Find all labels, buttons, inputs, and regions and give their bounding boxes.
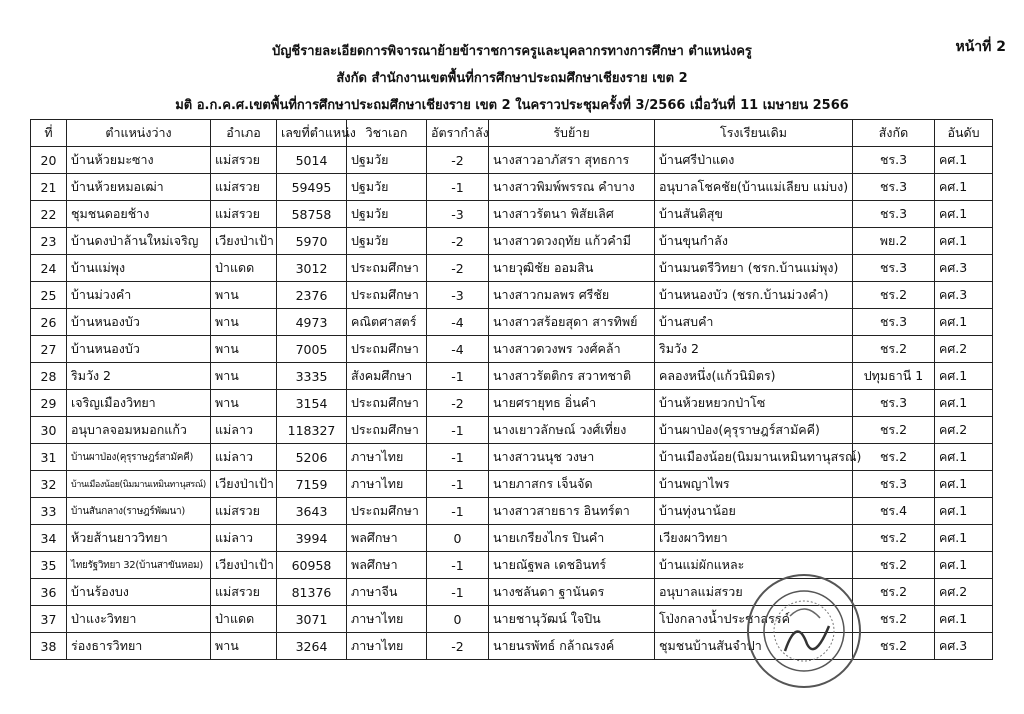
cell-vacant-position-school: ห้วยส้านยาววิทยา bbox=[67, 525, 211, 552]
cell-staff-rate: -2 bbox=[427, 633, 489, 660]
cell-position-number: 5970 bbox=[277, 228, 347, 255]
cell-position-number: 4973 bbox=[277, 309, 347, 336]
cell-origin-school: ริมวัง 2 bbox=[655, 336, 853, 363]
cell-vacant-position-school: บ้านแม่พุง bbox=[67, 255, 211, 282]
cell-affiliation: ชร.3 bbox=[853, 147, 935, 174]
table-body bbox=[31, 147, 993, 660]
cell-major-subject: ปฐมวัย bbox=[347, 228, 427, 255]
cell-position-number: 7005 bbox=[277, 336, 347, 363]
cell-position-number: 58758 bbox=[277, 201, 347, 228]
cell-staff-rate: -2 bbox=[427, 228, 489, 255]
cell-transferee-name: นางสาวนนุช วงษา bbox=[489, 444, 655, 471]
cell-rank: คศ.1 bbox=[935, 444, 993, 471]
document-header bbox=[0, 38, 1024, 119]
table-row bbox=[31, 147, 993, 174]
cell-row-number: 26 bbox=[31, 309, 67, 336]
cell-vacant-position-school: อนุบาลจอมหมอกแก้ว bbox=[67, 417, 211, 444]
col-header-origin-school: โรงเรียนเดิม bbox=[655, 120, 853, 147]
cell-district: แม่ลาว bbox=[211, 525, 277, 552]
cell-origin-school: โป่งกลางน้ำประชาสรรค์ bbox=[655, 606, 853, 633]
cell-origin-school: บ้านทุ่งนาน้อย bbox=[655, 498, 853, 525]
cell-district: แม่สรวย bbox=[211, 201, 277, 228]
cell-origin-school: เวียงผาวิทยา bbox=[655, 525, 853, 552]
cell-transferee-name: นางสาวดวงพร วงศ์คล้า bbox=[489, 336, 655, 363]
cell-position-number: 118327 bbox=[277, 417, 347, 444]
table-row bbox=[31, 255, 993, 282]
cell-origin-school: บ้านผาป่อง(คุรุราษฎร์สามัคคี) bbox=[655, 417, 853, 444]
cell-transferee-name: นายศรายุทธ อิ่นคำ bbox=[489, 390, 655, 417]
cell-affiliation: ชร.3 bbox=[853, 255, 935, 282]
cell-district: ป่าแดด bbox=[211, 255, 277, 282]
cell-affiliation: ชร.3 bbox=[853, 201, 935, 228]
cell-position-number: 3994 bbox=[277, 525, 347, 552]
table-row bbox=[31, 363, 993, 390]
cell-rank: คศ.1 bbox=[935, 525, 993, 552]
cell-position-number: 7159 bbox=[277, 471, 347, 498]
col-header-no: ที่ bbox=[31, 120, 67, 147]
cell-major-subject: ภาษาไทย bbox=[347, 444, 427, 471]
table-row bbox=[31, 228, 993, 255]
cell-staff-rate: -3 bbox=[427, 282, 489, 309]
cell-district: เวียงป่าเป้า bbox=[211, 228, 277, 255]
cell-affiliation: ชร.3 bbox=[853, 390, 935, 417]
cell-vacant-position-school: ชุมชนดอยช้าง bbox=[67, 201, 211, 228]
table-row bbox=[31, 390, 993, 417]
cell-major-subject: ประถมศึกษา bbox=[347, 498, 427, 525]
cell-transferee-name: นางสาวรัตนา พิสัยเลิศ bbox=[489, 201, 655, 228]
cell-staff-rate: -1 bbox=[427, 552, 489, 579]
table-row bbox=[31, 174, 993, 201]
col-header-district: อำเภอ bbox=[211, 120, 277, 147]
cell-row-number: 24 bbox=[31, 255, 67, 282]
cell-vacant-position-school: บ้านหนองบัว bbox=[67, 309, 211, 336]
table-row bbox=[31, 471, 993, 498]
cell-transferee-name: นายนรพัทธ์ กล้าณรงค์ bbox=[489, 633, 655, 660]
cell-district: แม่ลาว bbox=[211, 444, 277, 471]
cell-district: พาน bbox=[211, 363, 277, 390]
cell-position-number: 3154 bbox=[277, 390, 347, 417]
cell-transferee-name: นางสาวพิมพ์พรรณ คำบาง bbox=[489, 174, 655, 201]
table-row bbox=[31, 498, 993, 525]
cell-vacant-position-school: บ้านเมืองน้อย(นิมมานเหมินทานุสรณ์) bbox=[67, 471, 211, 498]
col-header-rank: อันดับ bbox=[935, 120, 993, 147]
table-header-row bbox=[31, 120, 993, 147]
cell-origin-school: บ้านขุนกำลัง bbox=[655, 228, 853, 255]
cell-district: เวียงป่าเป้า bbox=[211, 471, 277, 498]
table-row bbox=[31, 606, 993, 633]
cell-row-number: 30 bbox=[31, 417, 67, 444]
cell-staff-rate: -2 bbox=[427, 147, 489, 174]
cell-staff-rate: -1 bbox=[427, 579, 489, 606]
cell-position-number: 3071 bbox=[277, 606, 347, 633]
cell-rank: คศ.1 bbox=[935, 471, 993, 498]
transfer-table bbox=[30, 119, 993, 660]
cell-position-number: 5206 bbox=[277, 444, 347, 471]
cell-position-number: 3012 bbox=[277, 255, 347, 282]
table-row bbox=[31, 201, 993, 228]
cell-affiliation: ปทุมธานี 1 bbox=[853, 363, 935, 390]
cell-major-subject: ภาษาไทย bbox=[347, 471, 427, 498]
cell-district: แม่สรวย bbox=[211, 498, 277, 525]
cell-rank: คศ.3 bbox=[935, 633, 993, 660]
cell-row-number: 25 bbox=[31, 282, 67, 309]
cell-transferee-name: นางสาวดวงฤทัย แก้วคำมี bbox=[489, 228, 655, 255]
cell-rank: คศ.3 bbox=[935, 255, 993, 282]
cell-staff-rate: -1 bbox=[427, 417, 489, 444]
cell-vacant-position-school: เจริญเมืองวิทยา bbox=[67, 390, 211, 417]
cell-vacant-position-school: บ้านผาป่อง(คุรุราษฎร์สามัคคี) bbox=[67, 444, 211, 471]
cell-district: พาน bbox=[211, 390, 277, 417]
cell-affiliation: ชร.4 bbox=[853, 498, 935, 525]
cell-position-number: 3335 bbox=[277, 363, 347, 390]
cell-major-subject: ประถมศึกษา bbox=[347, 282, 427, 309]
cell-rank: คศ.1 bbox=[935, 363, 993, 390]
cell-row-number: 20 bbox=[31, 147, 67, 174]
cell-origin-school: อนุบาลแม่สรวย bbox=[655, 579, 853, 606]
cell-origin-school: บ้านศรีป่าแดง bbox=[655, 147, 853, 174]
cell-row-number: 36 bbox=[31, 579, 67, 606]
cell-staff-rate: -1 bbox=[427, 444, 489, 471]
cell-district: เวียงป่าเป้า bbox=[211, 552, 277, 579]
cell-transferee-name: นางสาวอาภัสรา สุทธการ bbox=[489, 147, 655, 174]
cell-vacant-position-school: บ้านห้วยหมอเฒ่า bbox=[67, 174, 211, 201]
cell-affiliation: ชร.2 bbox=[853, 336, 935, 363]
cell-rank: คศ.3 bbox=[935, 282, 993, 309]
cell-transferee-name: นางเยาวลักษณ์ วงศ์เที่ยง bbox=[489, 417, 655, 444]
cell-origin-school: บ้านพญาไพร bbox=[655, 471, 853, 498]
cell-row-number: 34 bbox=[31, 525, 67, 552]
page-number: หน้าที่ 2 bbox=[955, 39, 1006, 55]
cell-rank: คศ.1 bbox=[935, 390, 993, 417]
col-header-major: วิชาเอก bbox=[347, 120, 427, 147]
cell-district: แม่สรวย bbox=[211, 147, 277, 174]
cell-rank: คศ.2 bbox=[935, 579, 993, 606]
cell-rank: คศ.1 bbox=[935, 201, 993, 228]
cell-vacant-position-school: บ้านหนองบัว bbox=[67, 336, 211, 363]
cell-staff-rate: 0 bbox=[427, 525, 489, 552]
table-row bbox=[31, 525, 993, 552]
cell-origin-school: บ้านสบคำ bbox=[655, 309, 853, 336]
cell-affiliation: ชร.2 bbox=[853, 282, 935, 309]
cell-row-number: 32 bbox=[31, 471, 67, 498]
table-row bbox=[31, 633, 993, 660]
table-row bbox=[31, 417, 993, 444]
col-header-affiliation: สังกัด bbox=[853, 120, 935, 147]
cell-position-number: 60958 bbox=[277, 552, 347, 579]
cell-affiliation: ชร.2 bbox=[853, 444, 935, 471]
cell-affiliation: ชร.2 bbox=[853, 417, 935, 444]
cell-row-number: 22 bbox=[31, 201, 67, 228]
cell-staff-rate: -2 bbox=[427, 390, 489, 417]
table-row bbox=[31, 282, 993, 309]
title-line-3: มติ อ.ก.ค.ศ.เขตพื้นที่การศึกษาประถมศึกษาเชียงราย เขต 2 ในคราวประชุมครั้งที่ 3/2566 เมื่อวันที่ 11 เมษายน 2566 bbox=[175, 98, 849, 113]
cell-vacant-position-school: ป่าแงะวิทยา bbox=[67, 606, 211, 633]
cell-major-subject: ประถมศึกษา bbox=[347, 390, 427, 417]
cell-transferee-name: นายภาสกร เจ็นจัด bbox=[489, 471, 655, 498]
cell-row-number: 23 bbox=[31, 228, 67, 255]
col-header-position: ตำแหน่งว่าง bbox=[67, 120, 211, 147]
cell-major-subject: ภาษาไทย bbox=[347, 633, 427, 660]
cell-vacant-position-school: บ้านม่วงคำ bbox=[67, 282, 211, 309]
cell-transferee-name: นางสาวรัตติกร สวาทชาติ bbox=[489, 363, 655, 390]
cell-vacant-position-school: บ้านร้องบง bbox=[67, 579, 211, 606]
cell-major-subject: สังคมศึกษา bbox=[347, 363, 427, 390]
cell-vacant-position-school: ไทยรัฐวิทยา 32(บ้านสาขันหอม) bbox=[67, 552, 211, 579]
table-row bbox=[31, 336, 993, 363]
cell-transferee-name: นางชลันดา ฐานันดร bbox=[489, 579, 655, 606]
cell-affiliation: ชร.2 bbox=[853, 606, 935, 633]
cell-major-subject: ปฐมวัย bbox=[347, 201, 427, 228]
cell-affiliation: ชร.3 bbox=[853, 174, 935, 201]
cell-origin-school: ชุมชนบ้านสันจำปา bbox=[655, 633, 853, 660]
cell-major-subject: คณิตศาสตร์ bbox=[347, 309, 427, 336]
cell-origin-school: บ้านสันติสุข bbox=[655, 201, 853, 228]
cell-row-number: 37 bbox=[31, 606, 67, 633]
cell-rank: คศ.1 bbox=[935, 552, 993, 579]
cell-transferee-name: นางสาวสร้อยสุดา สารทิพย์ bbox=[489, 309, 655, 336]
cell-rank: คศ.1 bbox=[935, 309, 993, 336]
title-line-1: บัญชีรายละเอียดการพิจารณาย้ายข้าราชการครูและบุคลากรทางการศึกษา ตำแหน่งครู bbox=[272, 44, 752, 59]
table-row bbox=[31, 444, 993, 471]
cell-transferee-name: นายเกรียงไกร ปินคำ bbox=[489, 525, 655, 552]
cell-position-number: 5014 bbox=[277, 147, 347, 174]
cell-affiliation: ชร.2 bbox=[853, 525, 935, 552]
cell-major-subject: ปฐมวัย bbox=[347, 174, 427, 201]
cell-staff-rate: -1 bbox=[427, 498, 489, 525]
cell-vacant-position-school: ริมวัง 2 bbox=[67, 363, 211, 390]
cell-affiliation: ชร.3 bbox=[853, 471, 935, 498]
cell-rank: คศ.1 bbox=[935, 228, 993, 255]
cell-district: ป่าแดด bbox=[211, 606, 277, 633]
cell-rank: คศ.1 bbox=[935, 498, 993, 525]
cell-staff-rate: -1 bbox=[427, 174, 489, 201]
cell-row-number: 28 bbox=[31, 363, 67, 390]
title-line-2: สังกัด สำนักงานเขตพื้นที่การศึกษาประถมศึกษาเชียงราย เขต 2 bbox=[336, 71, 688, 86]
cell-rank: คศ.1 bbox=[935, 606, 993, 633]
cell-district: พาน bbox=[211, 336, 277, 363]
cell-origin-school: บ้านหนองบัว (ชรก.บ้านม่วงคำ) bbox=[655, 282, 853, 309]
cell-staff-rate: -4 bbox=[427, 309, 489, 336]
cell-row-number: 21 bbox=[31, 174, 67, 201]
cell-position-number: 3264 bbox=[277, 633, 347, 660]
cell-position-number: 59495 bbox=[277, 174, 347, 201]
cell-position-number: 3643 bbox=[277, 498, 347, 525]
cell-major-subject: ประถมศึกษา bbox=[347, 417, 427, 444]
cell-staff-rate: -1 bbox=[427, 471, 489, 498]
cell-staff-rate: 0 bbox=[427, 606, 489, 633]
cell-major-subject: ภาษาไทย bbox=[347, 606, 427, 633]
cell-staff-rate: -3 bbox=[427, 201, 489, 228]
cell-staff-rate: -4 bbox=[427, 336, 489, 363]
cell-district: แม่ลาว bbox=[211, 417, 277, 444]
cell-row-number: 33 bbox=[31, 498, 67, 525]
cell-rank: คศ.1 bbox=[935, 174, 993, 201]
table-row bbox=[31, 552, 993, 579]
cell-vacant-position-school: บ้านสันกลาง(ราษฎร์พัฒนา) bbox=[67, 498, 211, 525]
cell-staff-rate: -2 bbox=[427, 255, 489, 282]
cell-major-subject: พลศึกษา bbox=[347, 552, 427, 579]
col-header-position-number: เลขที่ตำแหน่ง bbox=[277, 120, 347, 147]
cell-major-subject: พลศึกษา bbox=[347, 525, 427, 552]
cell-vacant-position-school: บ้านห้วยมะซาง bbox=[67, 147, 211, 174]
cell-row-number: 27 bbox=[31, 336, 67, 363]
cell-major-subject: ประถมศึกษา bbox=[347, 255, 427, 282]
cell-rank: คศ.2 bbox=[935, 336, 993, 363]
cell-origin-school: อนุบาลโชคชัย(บ้านแม่เลียบ แม่บง) bbox=[655, 174, 853, 201]
cell-transferee-name: นายวุฒิชัย ออมสิน bbox=[489, 255, 655, 282]
cell-district: แม่สรวย bbox=[211, 579, 277, 606]
cell-origin-school: บ้านมนตรีวิทยา (ชรก.บ้านแม่พุง) bbox=[655, 255, 853, 282]
table-row bbox=[31, 579, 993, 606]
cell-origin-school: บ้านแม่ผักแหละ bbox=[655, 552, 853, 579]
cell-major-subject: ภาษาจีน bbox=[347, 579, 427, 606]
cell-transferee-name: นายณัฐพล เดชอินทร์ bbox=[489, 552, 655, 579]
table-row bbox=[31, 309, 993, 336]
cell-row-number: 31 bbox=[31, 444, 67, 471]
col-header-transferee: รับย้าย bbox=[489, 120, 655, 147]
cell-transferee-name: นางสาวสายธาร อินทร์ตา bbox=[489, 498, 655, 525]
cell-transferee-name: นายชานุวัฒน์ ใจปิน bbox=[489, 606, 655, 633]
cell-affiliation: ชร.2 bbox=[853, 552, 935, 579]
cell-origin-school: คลองหนึ่ง(แก้วนิมิตร) bbox=[655, 363, 853, 390]
cell-staff-rate: -1 bbox=[427, 363, 489, 390]
cell-row-number: 35 bbox=[31, 552, 67, 579]
cell-affiliation: พย.2 bbox=[853, 228, 935, 255]
col-header-rate: อัตรากำลัง bbox=[427, 120, 489, 147]
cell-vacant-position-school: ร่องธารวิทยา bbox=[67, 633, 211, 660]
cell-affiliation: ชร.3 bbox=[853, 309, 935, 336]
cell-position-number: 2376 bbox=[277, 282, 347, 309]
cell-affiliation: ชร.2 bbox=[853, 633, 935, 660]
cell-district: พาน bbox=[211, 309, 277, 336]
cell-rank: คศ.2 bbox=[935, 417, 993, 444]
cell-row-number: 29 bbox=[31, 390, 67, 417]
cell-district: แม่สรวย bbox=[211, 174, 277, 201]
cell-major-subject: ปฐมวัย bbox=[347, 147, 427, 174]
cell-origin-school: บ้านเมืองน้อย(นิมมานเหมินทานุสรณ์) bbox=[655, 444, 853, 471]
cell-row-number: 38 bbox=[31, 633, 67, 660]
cell-affiliation: ชร.2 bbox=[853, 579, 935, 606]
cell-position-number: 81376 bbox=[277, 579, 347, 606]
cell-major-subject: ประถมศึกษา bbox=[347, 336, 427, 363]
cell-vacant-position-school: บ้านดงป่าล้านใหม่เจริญ bbox=[67, 228, 211, 255]
cell-rank: คศ.1 bbox=[935, 147, 993, 174]
cell-origin-school: บ้านห้วยหยวกป่าโซ bbox=[655, 390, 853, 417]
cell-transferee-name: นางสาวกมลพร ศรีชัย bbox=[489, 282, 655, 309]
cell-district: พาน bbox=[211, 633, 277, 660]
cell-district: พาน bbox=[211, 282, 277, 309]
